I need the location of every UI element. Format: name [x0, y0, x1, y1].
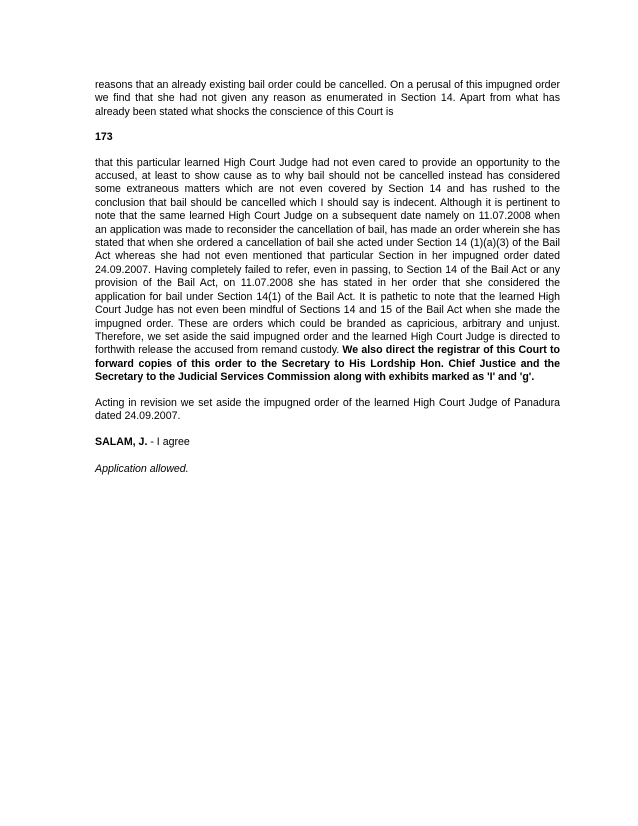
- document-page: [95, 79, 560, 488]
- judge-name: SALAM, J.: [95, 436, 148, 449]
- concurrence-line: [95, 436, 560, 449]
- paragraph-main: [95, 157, 560, 385]
- result-line: Application allowed.: [95, 462, 189, 475]
- page-number: 173: [95, 131, 113, 144]
- paragraph-revision: Acting in revision we set aside the impugned order of the learned High Court Judge of Panadura dated 24.09.2007.: [95, 396, 560, 422]
- judge-statement: - I agree: [147, 436, 190, 449]
- paragraph-main-text: that this particular learned High Court Judge had not even cared to provide an opportunity to the accused, at least to show cause as to why bail should not be cancelled instead has considered some extraneous matters which are not even covered by Section 14 and has rushed to the conclusion that bail should be cancelled which I should say is indecent. Although it is pertinent to note that the same learned High Court Judge on a subsequent date namely on 11.07.2008 when an application was made to reconsider the cancellation of bail, has made an order wherein she has stated that when she ordered a cancellation of bail she acted under Section 14 (1)(a)(3) of the Bail Act whereas she had not even mentioned that particular Section in her impugned order dated 24.09.2007. Having completely failed to refer, even in passing, to Section 14 of the Bail Act or any provision of the Bail Act, on 11.07.2008 she has stated in her order that she considered the application for bail under Section 14(1) of the Bail Act. It is pathetic to note that the learned High Court Judge has not even been mindful of Sections 14 and 15 of the Bail Act when she made the impugned order. These are orders which could be branded as capricious, arbitrary and unjust. Therefore, we set aside the said impugned order and the learned High Court Judge is directed to forthwith release the accused from remand custody.: [95, 156, 560, 357]
- paragraph-continuation: reasons that an already existing bail order could be cancelled. On a perusal of this impugned order we find that she had not given any reason as enumerated in Section 14. Apart from what has already been stated what shocks the conscience of this Court is: [95, 79, 560, 118]
- paragraph-main-direction: We also direct the registrar of this Court to forward copies of this order to the Secretary to His Lordship Hon. Chief Justice and the Secretary to the Judicial Services Commission along with exhibits marked as 'I' and 'g'.: [95, 344, 560, 384]
